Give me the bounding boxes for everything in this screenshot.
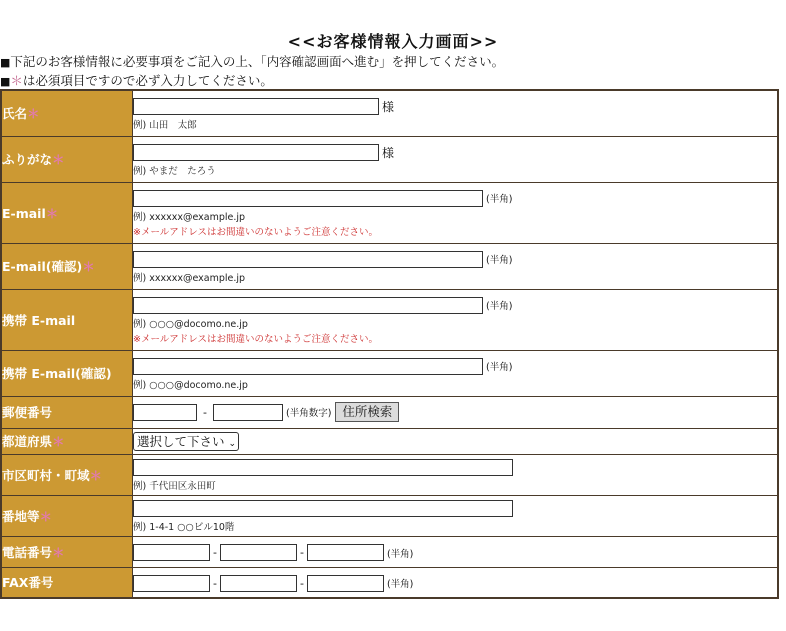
row-name [1, 90, 778, 136]
label-name: 氏名＊ [1, 90, 133, 136]
chevron-down-icon: ⌄ [228, 439, 237, 449]
email-confirm-input[interactable] [133, 251, 483, 268]
required-mark-icon: ＊ [27, 106, 40, 122]
instruction-text-2: は必須項目ですので必ず入力してください。 [22, 73, 273, 88]
postal-input-1[interactable] [133, 404, 197, 421]
furigana-example: 例) やまだ たろう [133, 165, 216, 177]
fax-input-3[interactable] [307, 575, 384, 592]
postal-input-2[interactable] [213, 404, 283, 421]
email-warning: ※メールアドレスはお間違いのないようご注意ください。 [133, 226, 378, 238]
fax-dash-1: - [213, 576, 217, 590]
email-confirm-suffix: (半角) [486, 255, 513, 266]
required-mark-icon: ＊ [10, 73, 23, 88]
required-mark-icon: ＊ [82, 259, 95, 274]
phone-suffix: (半角) [386, 548, 414, 560]
city-example: 例) 千代田区永田町 [133, 481, 216, 492]
email-input[interactable] [133, 190, 483, 207]
phone-input-2[interactable] [220, 544, 297, 561]
label-mobile-email-confirm: 携帯 E-mail(確認) [1, 350, 133, 396]
email-example: 例) xxxxxx@example.jp [133, 211, 246, 223]
required-mark-icon: ＊ [89, 467, 103, 483]
label-postal: 郵便番号 [1, 396, 133, 428]
row-mobile-email [1, 289, 778, 350]
mobile-email-confirm-suffix: (半角) [486, 362, 513, 373]
row-email [1, 182, 778, 243]
instruction-line-1 [0, 52, 504, 70]
customer-info-form [0, 89, 779, 599]
mobile-email-confirm-input[interactable] [133, 358, 483, 375]
mobile-email-warning: ※メールアドレスはお間違いのないようご注意ください。 [133, 333, 378, 345]
name-input[interactable] [133, 98, 379, 115]
address-input[interactable] [133, 500, 513, 517]
furigana-input[interactable] [133, 144, 379, 161]
name-suffix: 様 [382, 99, 395, 114]
mobile-email-input[interactable] [133, 297, 483, 314]
label-fax: FAX番号 [1, 567, 133, 598]
page-title: <<お客様情報入力画面>> [287, 32, 499, 51]
label-email-confirm: E-mail(確認)＊ [1, 243, 133, 289]
bullet-square-icon: ■ [0, 75, 11, 88]
prefecture-selected-value: 選択して下さい [137, 434, 225, 449]
address-example: 例) 1-4-1 ○○ビル10階 [133, 522, 235, 533]
required-mark-icon: ＊ [45, 205, 59, 221]
mobile-email-suffix: (半角) [486, 301, 513, 312]
postal-suffix: (半角数字) [285, 408, 332, 420]
label-prefecture: 都道府県＊ [1, 428, 133, 454]
row-furigana [1, 136, 778, 182]
label-city: 市区町村・町域＊ [1, 454, 133, 495]
label-furigana: ふりがな＊ [1, 136, 133, 182]
fax-input-1[interactable] [133, 575, 210, 592]
phone-dash-2: - [299, 546, 304, 559]
prefecture-select[interactable] [133, 432, 239, 451]
row-prefecture [1, 428, 778, 454]
row-address [1, 495, 778, 536]
mobile-email-example: 例) ○○○@docomo.ne.jp [133, 318, 248, 330]
required-mark-icon: ＊ [52, 434, 65, 449]
furigana-suffix: 様 [382, 145, 395, 160]
label-email: E-mail＊ [1, 182, 133, 243]
row-phone [1, 536, 778, 567]
email-suffix: (半角) [486, 194, 513, 205]
email-confirm-example: 例) xxxxxx@example.jp [133, 272, 246, 284]
required-mark-icon: ＊ [52, 152, 65, 167]
row-mobile-email-confirm [1, 350, 778, 396]
row-fax [1, 567, 778, 598]
city-input[interactable] [133, 459, 513, 476]
name-example: 例) 山田 太郎 [133, 119, 197, 131]
row-city [1, 454, 778, 495]
phone-input-3[interactable] [307, 544, 384, 561]
fax-dash-2: - [299, 576, 304, 590]
phone-input-1[interactable] [133, 544, 210, 561]
bullet-square-icon: ■ [0, 56, 11, 69]
label-phone: 電話番号＊ [1, 536, 133, 567]
phone-dash-1: - [213, 546, 217, 559]
required-mark-icon: ＊ [52, 544, 65, 560]
postal-dash: - [203, 405, 207, 419]
fax-input-2[interactable] [220, 575, 297, 592]
address-search-button[interactable]: 住所検索 [335, 402, 399, 422]
required-mark-icon: ＊ [39, 508, 53, 524]
instruction-text-1: 下記のお客様情報に必要事項をご記入の上、「内容確認画面へ進む」を押してください。 [10, 54, 505, 69]
row-email-confirm [1, 243, 778, 289]
mobile-email-confirm-example: 例) ○○○@docomo.ne.jp [133, 379, 248, 391]
fax-suffix: (半角) [386, 579, 414, 591]
instruction-line-2 [0, 71, 273, 89]
label-mobile-email: 携帯 E-mail [1, 289, 133, 350]
row-postal [1, 396, 778, 428]
label-address: 番地等＊ [1, 495, 133, 536]
